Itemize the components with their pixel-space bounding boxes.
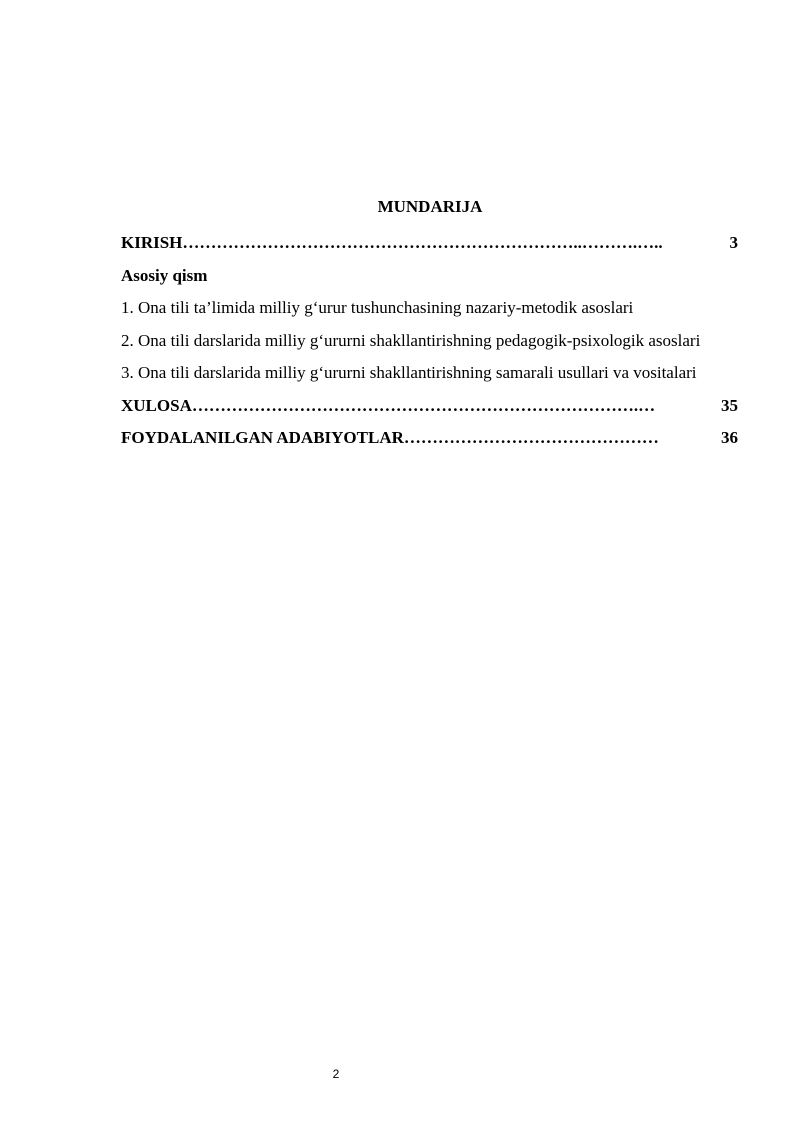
toc-page-number: 3: [729, 233, 738, 252]
toc-leader-dots: ……………………………………………………………..……….…..: [182, 233, 663, 252]
toc-entry-label: FOYDALANILGAN ADABIYOTLAR: [121, 428, 404, 447]
toc-entry-chapter-1: 1. Ona tili ta’limida milliy g‘urur tushunchasining nazariy-metodik asoslari: [121, 298, 634, 317]
toc-entry-references: [121, 422, 738, 455]
toc-page-number: 35: [721, 395, 738, 415]
toc-leader-dots: ………………………………………: [403, 428, 659, 447]
toc-entry-label: KIRISH: [121, 233, 183, 252]
toc-page-number: 36: [721, 428, 738, 447]
page-number: 2: [332, 1067, 340, 1081]
table-of-contents: [121, 227, 738, 455]
toc-entry-intro: [121, 227, 738, 260]
toc-entry-chapter-3: 3. Ona tili darslarida milliy g‘ururni shakllantirishning samarali usullari va vositalari: [121, 363, 697, 382]
document-title: MUNDARIJA: [377, 197, 483, 216]
toc-section-heading: Asosiy qism: [121, 265, 208, 285]
toc-entry-chapter-2: 2. Ona tili darslarida milliy g‘ururni shakllantirishning pedagogik-psixologik asoslari: [121, 330, 701, 350]
toc-leader-dots: …………………………………………………………………….…: [191, 395, 656, 415]
toc-entry-conclusion: [121, 390, 738, 423]
toc-entry-label: XULOSA: [121, 395, 192, 415]
